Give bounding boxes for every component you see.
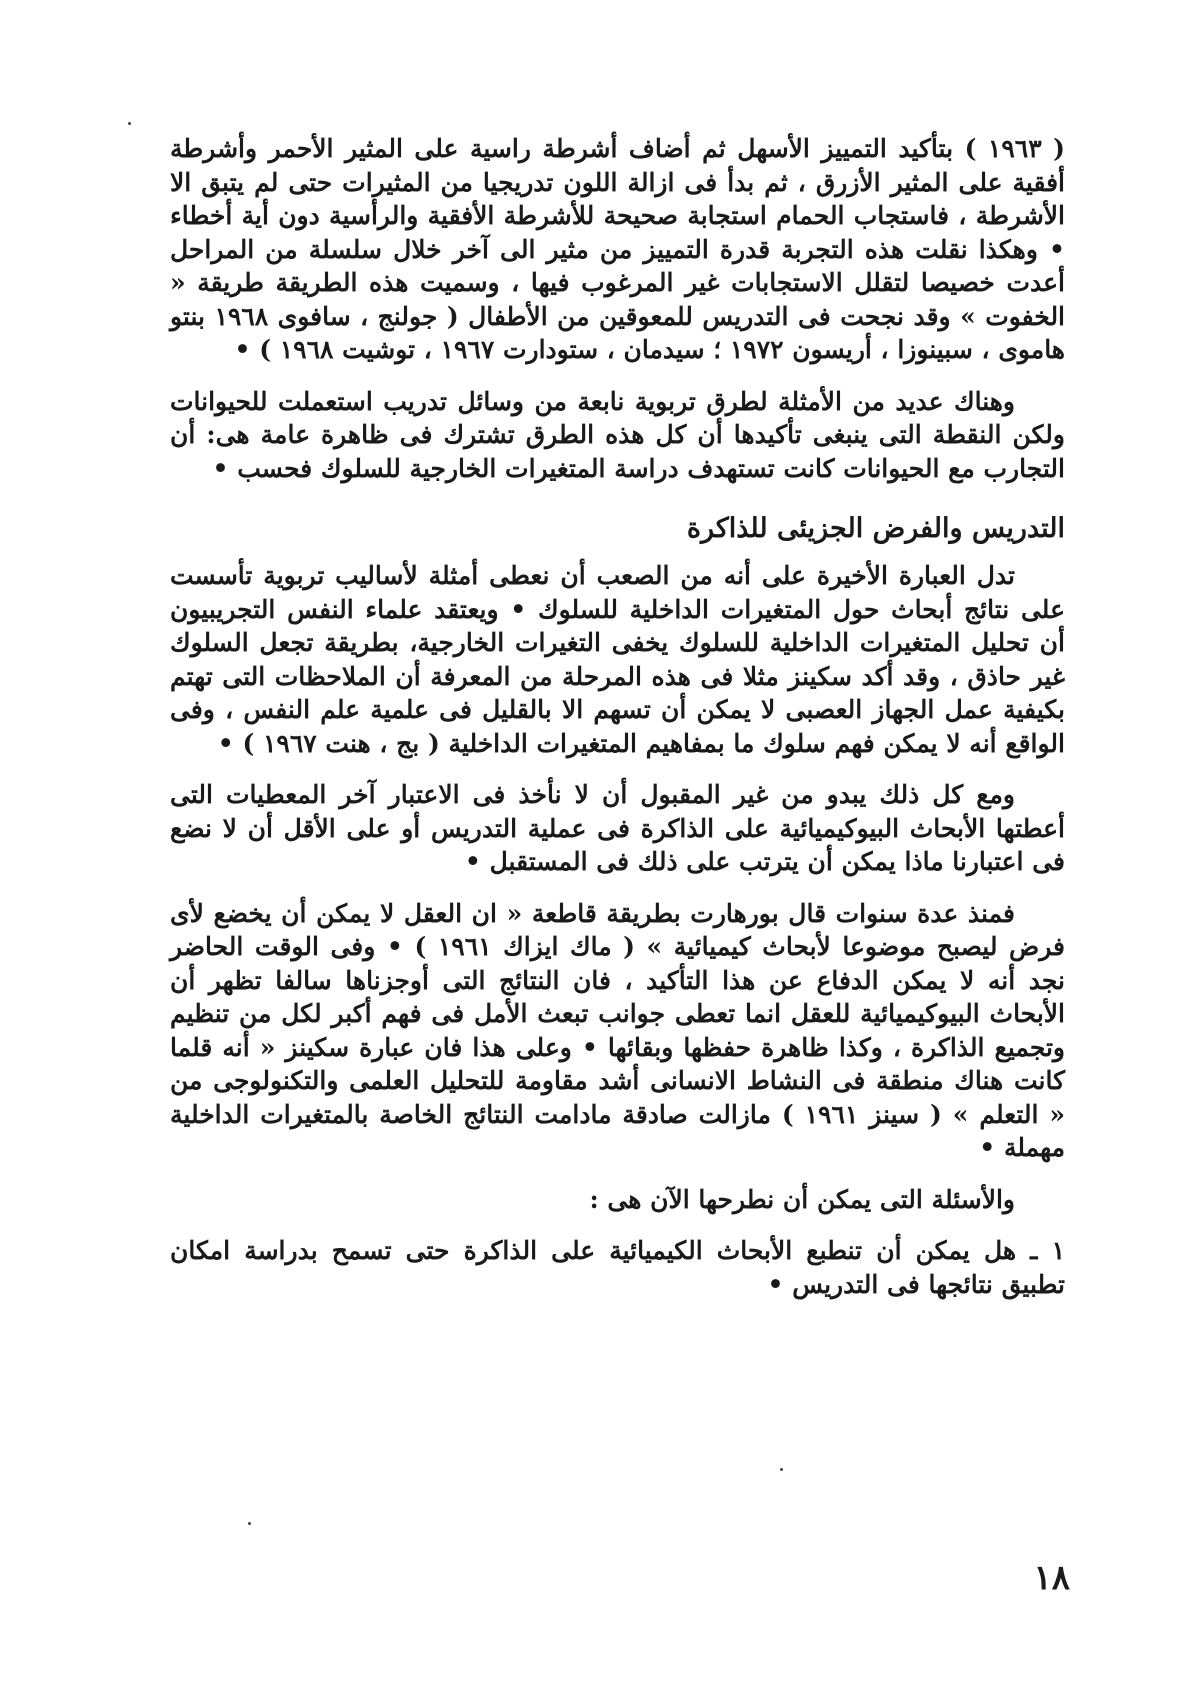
- body-paragraph: وهناك عديد من الأمثلة لطرق تربوية نابعة من وسائل تدريب استعملت للحيوانات ولكن النقطة التى ينبغى تأكيدها أن كل هذه الطرق تشترك فى ظاهرة عامة هى: أن التجارب مع الحيوانات كانت تستهدف دراسة المتغيرات الخارجية للسلوك فحسب •: [170, 386, 1065, 483]
- page-number: ١٨: [1033, 1558, 1070, 1598]
- page-body: [170, 132, 1065, 1301]
- body-paragraph: فمنذ عدة سنوات قال بورهارت بطريقة قاطعة « ان العقل لا يمكن أن يخضع لأى فرض ليصبح موضوعا لأبحاث كيميائية » ( ماك ايزاك ١٩٦١ ) • وفى الوقت الحاضر نجد أنه لا يمكن الدفاع عن هذا التأكيد ، فان النتائج التى أوجزناها سالفا تظهر أن الأبحاث البيوكيميائية للعقل انما تعطى جوانب تبعث الأمل فى فهم أكبر لكل من تنظيم وتجميع الذاكرة ، وكذا ظاهرة حفظها وبقائها • وعلى هذا فان عبارة سكينز « أنه قلما كانت هناك منطقة فى النشاط الانسانى أشد مقاومة للتحليل العلمى والتكنولوجى من « التعلم » ( سينز ١٩٦١ ) مازالت صادقة مادامت النتائج الخاصة بالمتغيرات الداخلية مهملة •: [170, 898, 1065, 1162]
- body-paragraph: والأسئلة التى يمكن أن نطرحها الآن هى :: [589, 1184, 1015, 1214]
- scan-speck: [780, 1468, 783, 1471]
- section-heading: التدريس والفرض الجزيئى للذاكرة: [686, 513, 1065, 544]
- list-item: ١ ـ هل يمكن أن تنطبع الأبحاث الكيميائية على الذاكرة حتى تسمح بدراسة امكان تطبيق نتائجها فى التدريس •: [170, 1236, 1065, 1299]
- body-paragraph: ومع كل ذلك يبدو من غير المقبول أن لا نأخذ فى الاعتبار آخر المعطيات التى أعطتها الأبحاث البيوكيميائية على الذاكرة فى عملية التدريس أو على الأقل أن لا نضع فى اعتبارنا ماذا يمكن أن يترتب على ذلك فى المستقبل •: [170, 780, 1065, 876]
- body-paragraph: تدل العبارة الأخيرة على أنه من الصعب أن نعطى أمثلة لأساليب تربوية تأسست على نتائج أبحاث حول المتغيرات الداخلية للسلوك • ويعتقد علماء النفس التجريبيون أن تحليل المتغيرات الداخلية للسلوك يخفى التغيرات الخارجية، بطريقة تجعل السلوك غير حاذق ، وقد أكد سكينز مثلا فى هذه المرحلة من المعرفة أن الملاحظات التى تهتم بكيفية عمل الجهاز العصبى لا يمكن أن تسهم الا بالقليل فى علمية علم النفس ، وفى الواقع أنه لا يمكن فهم سلوك ما بمفاهيم المتغيرات الداخلية ( بج ، هنت ١٩٦٧ ) •: [170, 561, 1065, 758]
- scan-speck: [128, 122, 131, 125]
- scan-speck: [248, 1522, 251, 1525]
- body-paragraph: ( ١٩٦٣ ) بتأكيد التمييز الأسهل ثم أضاف أشرطة راسية على المثير الأحمر وأشرطة أفقية على المثير الأزرق ، ثم بدأ فى ازالة اللون تدريجيا من المثيرات حتى لم يتبق الا الأشرطة ، فاستجاب الحمام استجابة صحيحة للأشرطة الأفقية والرأسية دون أية أخطاء • وهكذا نقلت هذه التجربة قدرة التمييز من مثير الى آخر خلال سلسلة من المراحل أعدت خصيصا لتقلل الاستجابات غير المرغوب فيها ، وسميت هذه الطريقة طريقة « الخفوت » وقد نجحت فى التدريس للمعوقين من الأطفال ( جولنج ، سافوى ١٩٦٨ بنتو هاموى ، سبينوزا ، أريسون ١٩٧٢ ؛ سيدمان ، ستودارت ١٩٦٧ ، توشيت ١٩٦٨ ) •: [170, 134, 1066, 364]
